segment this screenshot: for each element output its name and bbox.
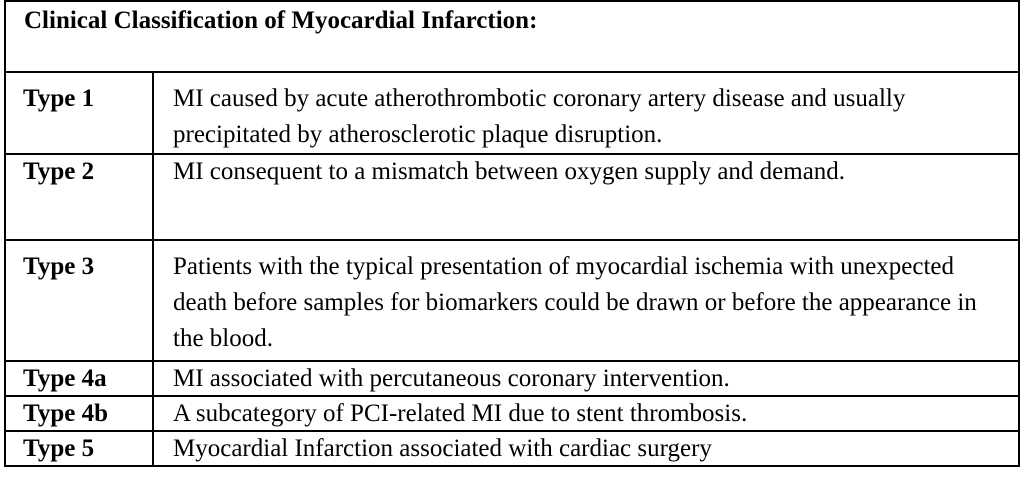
description-cell — [153, 431, 1019, 466]
type-cell — [5, 72, 153, 154]
table-title: Clinical Classification of Myocardial Infarction: — [24, 7, 538, 34]
mi-classification-table — [4, 0, 1020, 467]
type-label: Type 1 — [23, 85, 95, 112]
table-row — [5, 72, 1019, 154]
type-cell — [5, 396, 153, 431]
description-cell — [153, 396, 1019, 431]
table-row — [5, 431, 1019, 466]
description-cell — [153, 154, 1019, 240]
type-cell — [5, 240, 153, 361]
description-cell — [153, 72, 1019, 154]
table-row — [5, 240, 1019, 361]
type-description: A subcategory of PCI-related MI due to stent thrombosis. — [173, 400, 748, 427]
type-label: Type 4b — [23, 400, 108, 427]
type-label: Type 4a — [23, 365, 107, 392]
type-description: Myocardial Infarction associated with cardiac surgery — [173, 435, 712, 462]
type-description: MI consequent to a mismatch between oxygen supply and demand. — [173, 158, 846, 185]
type-description: Patients with the typical presentation of myocardial ischemia with unexpected death before samples for biomarkers could be drawn or before the appearance in the blood. — [173, 253, 977, 352]
table-title-row — [5, 1, 1019, 72]
type-description: MI associated with percutaneous coronary intervention. — [173, 365, 730, 392]
type-cell — [5, 361, 153, 396]
type-label: Type 5 — [23, 435, 95, 462]
type-cell — [5, 431, 153, 466]
table-row — [5, 154, 1019, 240]
type-label: Type 2 — [23, 158, 95, 185]
table-row — [5, 361, 1019, 396]
table-row — [5, 396, 1019, 431]
description-cell — [153, 240, 1019, 361]
table-title-cell — [5, 1, 1019, 72]
description-cell — [153, 361, 1019, 396]
type-label: Type 3 — [23, 253, 95, 280]
type-cell — [5, 154, 153, 240]
type-description: MI caused by acute atherothrombotic coronary artery disease and usually precipitated by atherosclerotic plaque disruption. — [173, 85, 906, 148]
